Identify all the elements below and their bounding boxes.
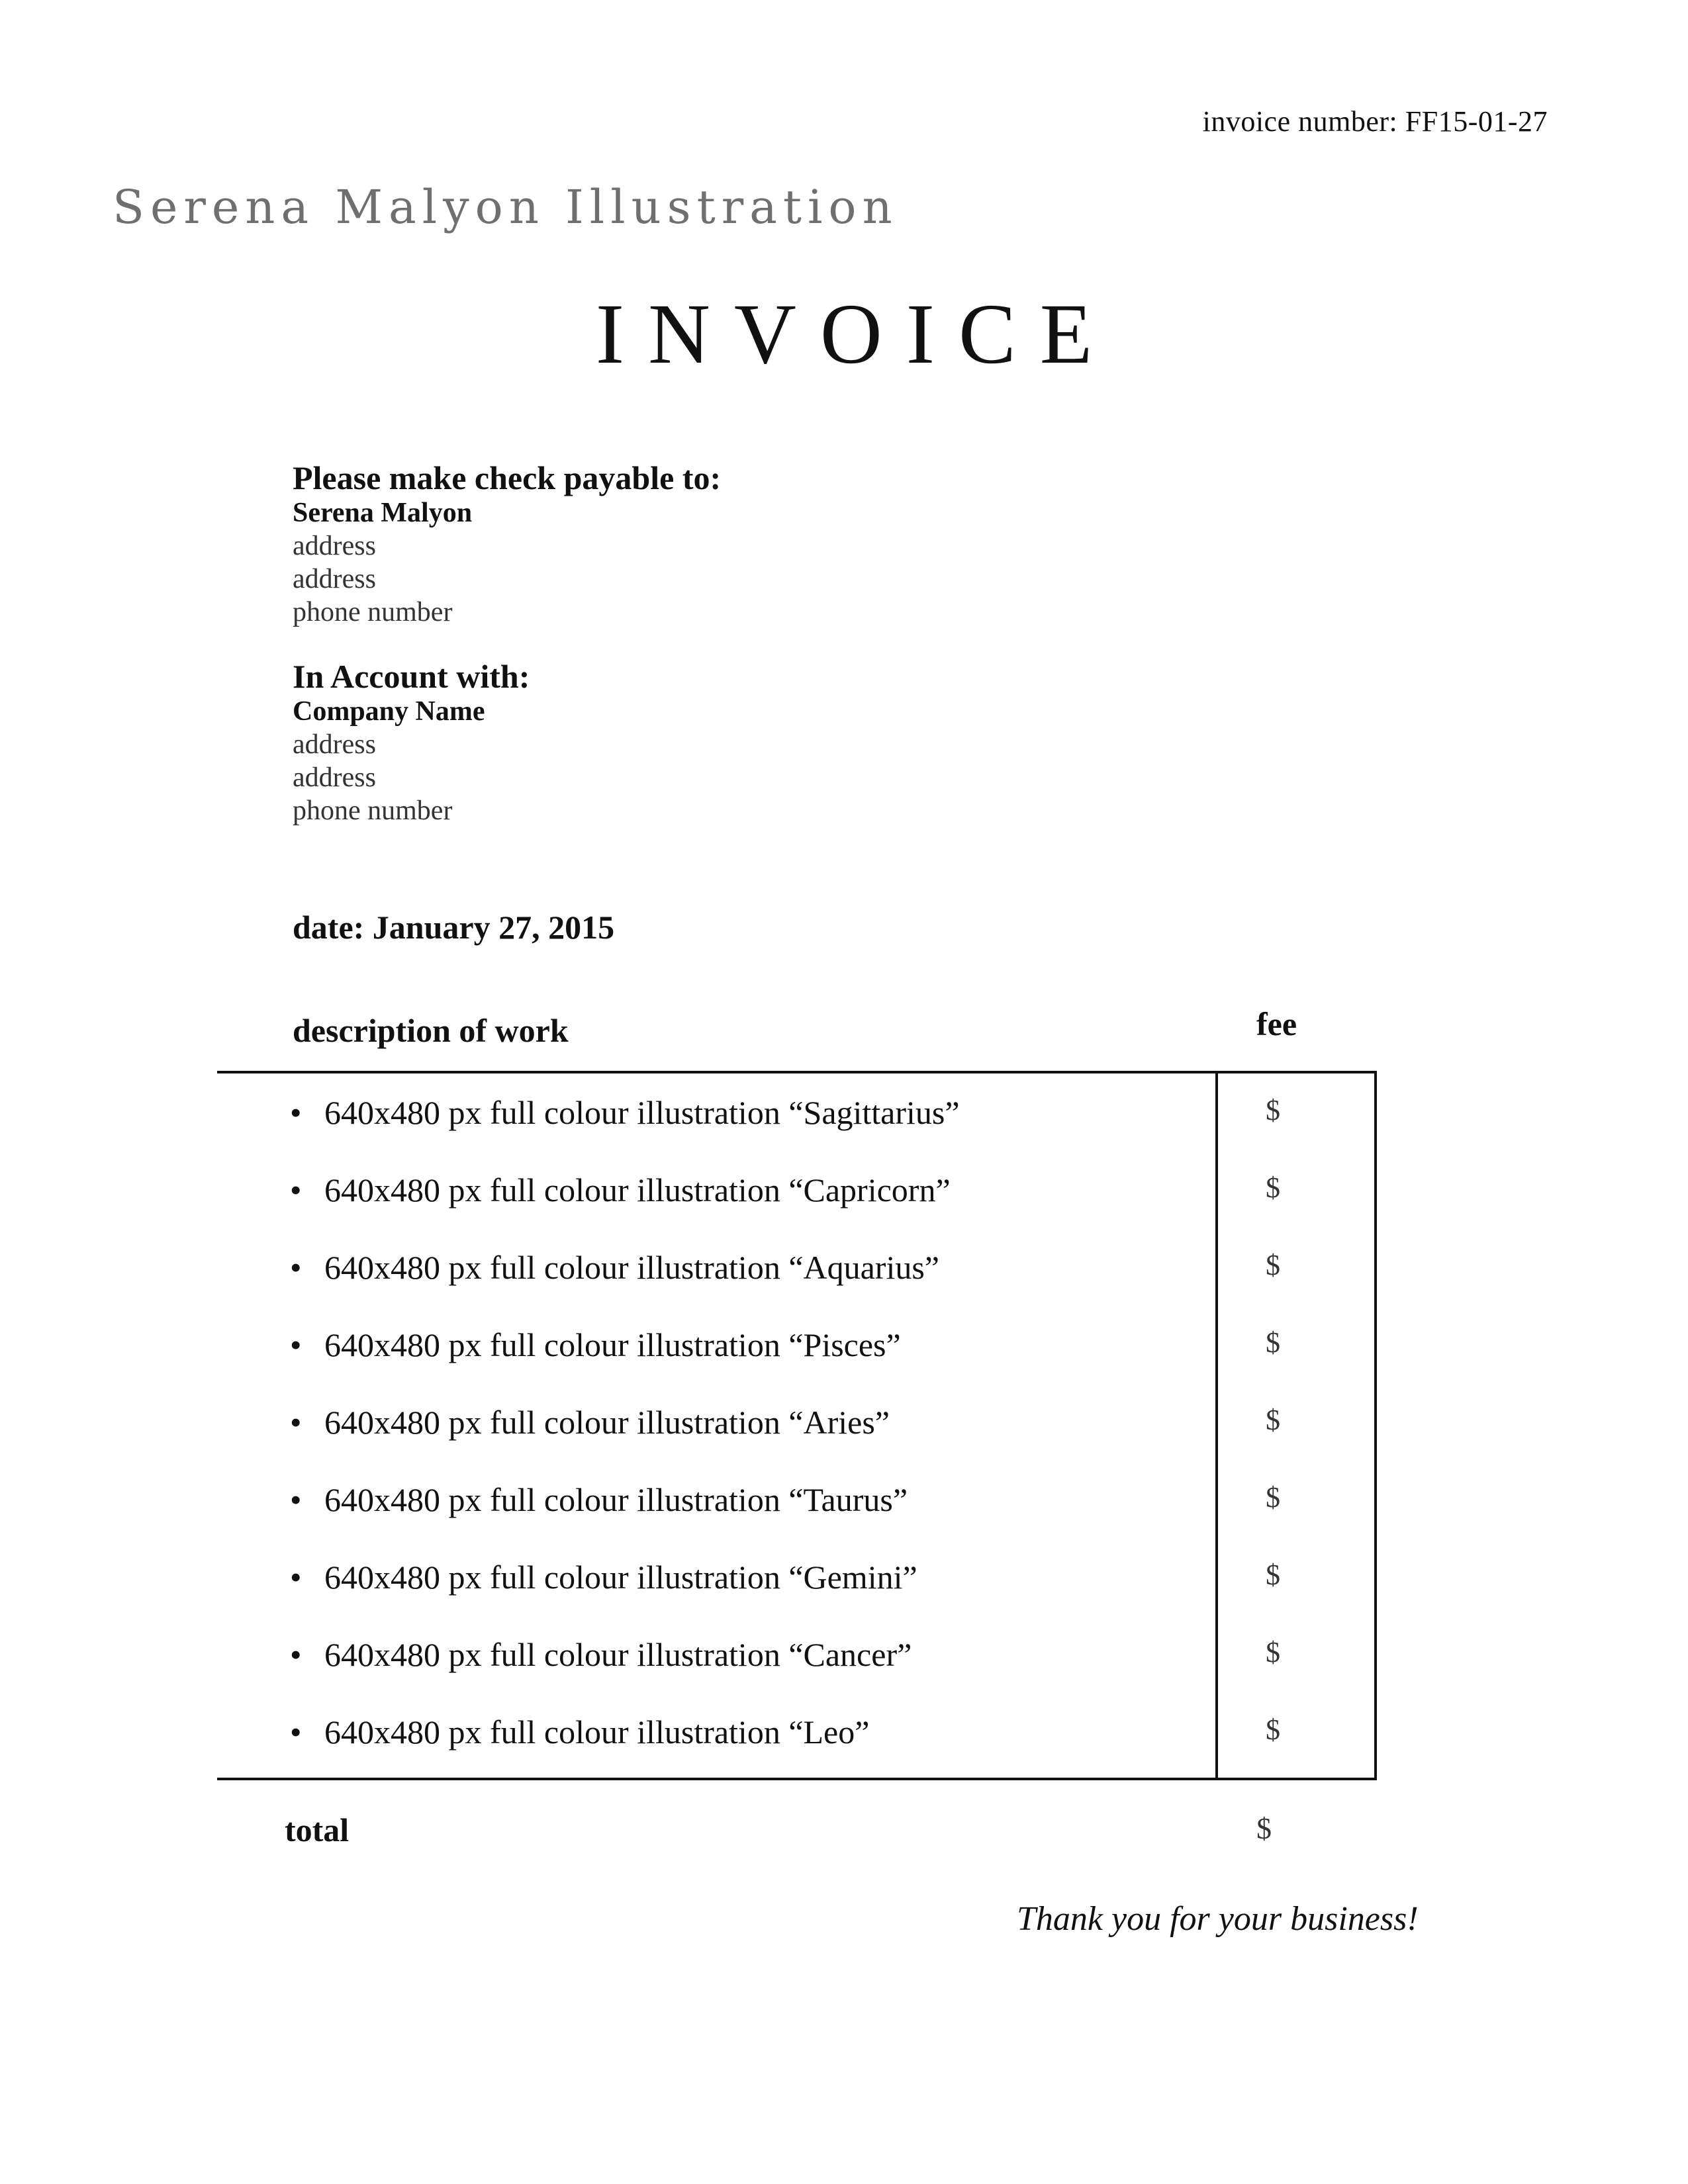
payable-heading: Please make check payable to: [293,459,722,496]
total-value: $ [1256,1811,1272,1845]
bullet-icon: • [290,1636,302,1673]
item-description: 640x480 px full colour illustration “Aquarius” [324,1249,940,1286]
table-row [290,1558,1323,1635]
payable-name: Serena Malyon [293,498,473,528]
table-row [290,1713,1323,1790]
item-description: 640x480 px full colour illustration “Leo” [324,1713,870,1751]
item-fee: $ [1266,1094,1280,1126]
item-fee: $ [1266,1171,1280,1204]
page-title: INVOICE [595,287,1117,382]
invoice-number: invoice number: FF15-01-27 [1202,105,1548,138]
table-row [290,1403,1323,1480]
total-label: total [285,1811,350,1848]
invoice-date: date: January 27, 2015 [293,909,615,946]
bullet-icon: • [290,1404,302,1441]
brand-name: Serena Malyon Illustration [113,180,898,234]
item-fee: $ [1266,1249,1280,1281]
column-header-fee: fee [1256,1005,1297,1042]
table-row [290,1171,1323,1248]
bullet-icon: • [290,1481,302,1518]
account-with-block [293,658,530,827]
table-row [290,1248,1323,1326]
item-fee: $ [1266,1404,1280,1436]
payable-address-line-1: address [293,531,376,561]
bullet-icon: • [290,1713,302,1751]
item-fee: $ [1266,1481,1280,1514]
item-description: 640x480 px full colour illustration “Aries” [324,1404,890,1441]
table-top-rule [217,1071,1377,1073]
account-company-name: Company Name [293,696,485,727]
line-items [290,1093,1323,1790]
bullet-icon: • [290,1171,302,1208]
item-fee: $ [1266,1636,1280,1668]
item-fee: $ [1266,1713,1280,1746]
item-description: 640x480 px full colour illustration “Sagittarius” [324,1094,960,1131]
item-fee: $ [1266,1559,1280,1591]
bullet-icon: • [290,1326,302,1363]
payable-phone: phone number [293,597,453,627]
account-address-line-1: address [293,729,376,760]
account-phone: phone number [293,796,453,826]
bullet-icon: • [290,1249,302,1286]
item-description: 640x480 px full colour illustration “Gemini” [324,1559,917,1596]
table-row [290,1093,1323,1171]
item-fee: $ [1266,1326,1280,1359]
thank-you-note: Thank you for your business! [1017,1900,1419,1938]
item-description: 640x480 px full colour illustration “Taurus” [324,1481,908,1518]
bullet-icon: • [290,1559,302,1596]
table-row [290,1480,1323,1558]
table-right-rule [1374,1071,1377,1780]
item-description: 640x480 px full colour illustration “Cancer” [324,1636,912,1673]
account-heading: In Account with: [293,658,530,695]
payable-address-line-2: address [293,564,376,594]
column-header-description: description of work [293,1012,569,1049]
item-description: 640x480 px full colour illustration “Capricorn” [324,1171,951,1208]
payable-to-block [293,459,721,629]
table-row [290,1326,1323,1403]
bullet-icon: • [290,1094,302,1131]
account-address-line-2: address [293,762,376,793]
item-description: 640x480 px full colour illustration “Pisces” [324,1326,901,1363]
table-row [290,1635,1323,1713]
